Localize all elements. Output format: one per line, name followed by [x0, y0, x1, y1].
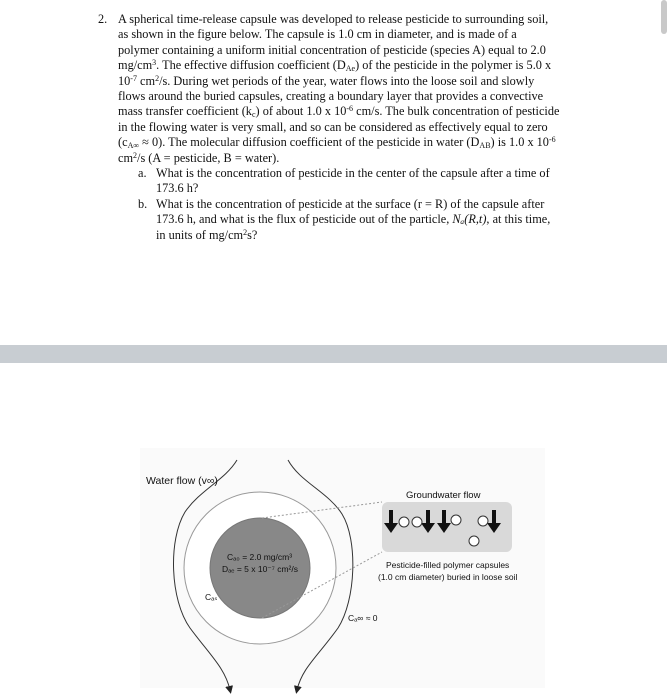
superscript: 3 — [152, 58, 157, 68]
inset-caption-line: Pesticide-filled polymer capsules — [386, 560, 510, 570]
inset-caption-line: (1.0 cm diameter) buried in loose soil — [378, 572, 518, 582]
part-a-label: a. — [138, 166, 147, 181]
subscript: A∞ — [127, 141, 140, 151]
subscript: AB — [479, 141, 491, 151]
flux-symbol: Nₐ(R,t) — [452, 212, 487, 227]
text: . The effective diffusion coefficient (D — [156, 58, 346, 73]
mini-capsule-icon — [478, 516, 488, 526]
text: mg/cm — [118, 58, 153, 73]
capsule-diffusivity-label: Dₐₑ = 5 x 10⁻⁷ cm²/s — [222, 564, 298, 574]
text: cm/s. The bulk concentration of pesticide — [353, 104, 560, 119]
text: ≈ 0). The molecular diffusion coefficient of the pesticide in water (D — [139, 135, 480, 150]
mini-capsule-icon — [451, 515, 461, 525]
part-b-label: b. — [138, 196, 148, 211]
text: /s. During wet periods of the year, water flows into the loose soil and slowly — [159, 73, 535, 88]
superscript: 2 — [243, 227, 248, 237]
part-b-line: What is the concentration of pesticide at the surface (r = R) of the capsule after — [156, 196, 545, 211]
text: cm — [118, 150, 134, 165]
water-flow-label: Water flow (v∞) — [146, 475, 218, 487]
mini-capsule-icon — [399, 517, 409, 527]
text: ) is 1.0 x 10 — [490, 135, 549, 150]
text: in units of mg/cm — [156, 227, 244, 242]
mini-capsule-icon — [469, 536, 479, 546]
superscript: 2 — [155, 73, 160, 83]
superscript: -6 — [346, 104, 354, 114]
superscript: -7 — [130, 73, 137, 83]
superscript: -6 — [548, 135, 556, 145]
subscript: c — [251, 110, 256, 120]
text: mass transfer coefficient (k — [118, 104, 252, 119]
mini-capsule-icon — [412, 517, 422, 527]
surface-concentration-label: Cₐₛ — [205, 592, 218, 602]
subscript: Ae — [345, 64, 356, 74]
groundwater-flow-label: Groundwater flow — [406, 490, 481, 501]
text: 10 — [118, 73, 131, 88]
part-a-line: 173.6 h? — [156, 181, 199, 196]
superscript: 2 — [133, 150, 138, 160]
bulk-concentration-label: Cₐ∞ ≈ 0 — [348, 613, 378, 623]
question-number: 2. — [98, 12, 108, 26]
stem-line: polymer containing a uniform initial concentration of pesticide (species A) equal to 2.0 — [118, 42, 546, 57]
text: (c — [118, 135, 128, 150]
text: cm — [136, 73, 156, 88]
text: , at this time, — [486, 212, 551, 227]
stem-line: A spherical time-release capsule was developed to release pesticide to surrounding soil, — [118, 12, 549, 26]
text: ) of about 1.0 x 10 — [255, 104, 347, 119]
stem-line: as shown in the figure below. The capsule is 1.0 cm in diameter, and is made of a — [118, 27, 517, 42]
text: /s (A = pesticide, B = water). — [137, 150, 280, 165]
text: s? — [247, 227, 258, 242]
part-a-line: What is the concentration of pesticide in the center of the capsule after a time of — [156, 166, 550, 181]
text: ) of the pesticide in the polymer is 5.0 x — [355, 58, 552, 73]
text: 173.6 h, and what is the flux of pesticide out of the particle, — [156, 212, 453, 227]
capsule-concentration-label: Cₐ₀ = 2.0 mg/cm³ — [227, 552, 293, 562]
stem-line: in the flowing water is very small, and so can be considered as effectively equal to zero — [118, 119, 548, 134]
stem-line: flows around the buried capsules, creating a boundary layer that provides a convective — [118, 89, 544, 104]
